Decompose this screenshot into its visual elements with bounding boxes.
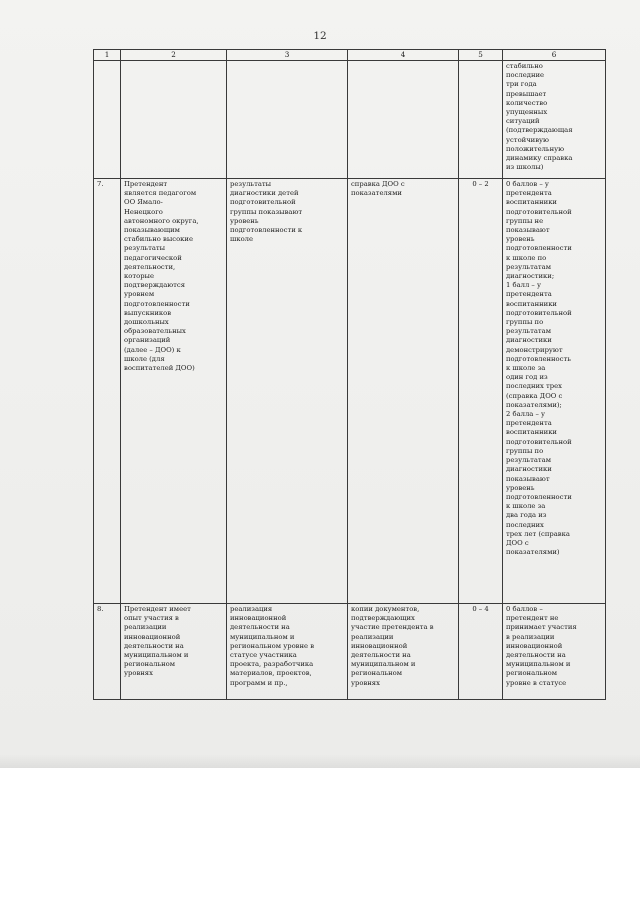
empty-cell	[227, 61, 348, 179]
indicator-cell: Претендент имеет опыт участия в реализации инновационной деятельности на муниципальном и региональном уровнях	[121, 604, 227, 700]
table-row	[94, 179, 606, 604]
empty-cell	[94, 61, 121, 179]
column-header: 3	[227, 50, 348, 61]
indicator-cell: Претендент является педагогом ОО Ямало- Ненецкого автономного округа, показывающим стабильно высокие результаты педагогической деятельности, которые подтверждаются уровнем подготовленности выпускников дошкольных образовательных организаций (далее – ДОО) к школе (для воспитателей ДОО)	[121, 179, 227, 604]
evidence-cell: результаты диагностики детей подготовительной группы показывают уровень подготовленности к школе	[227, 179, 348, 604]
column-header: 6	[503, 50, 606, 61]
points-cell: 0 – 2	[459, 179, 503, 604]
evidence-cell: реализация инновационной деятельности на муниципальном и региональном уровне в статусе участника проекта, разработчика материалов, проектов, программ и пр.,	[227, 604, 348, 700]
empty-cell	[121, 61, 227, 179]
empty-cell	[348, 61, 459, 179]
document-cell: справка ДОО с показателями	[348, 179, 459, 604]
criterion-cell: стабильно последние три года превышает количество упущенных ситуаций (подтверждающая устойчивую положительную динамику справка из школы)	[503, 61, 606, 179]
table-row	[94, 604, 606, 700]
column-header: 5	[459, 50, 503, 61]
table-header-row	[94, 50, 606, 61]
criterion-cell: 0 баллов – у претендента воспитанники подготовительной группы не показывают уровень подготовленности к школе по результатам диагностики; 1 балл – у претендента воспитанники подготовительной группы по результатам диагностики демонстрируют подготовленность к школе за один год из последних трех (справка ДОО с показателями); 2 балла – у претендента воспитанники подготовительной группы по результатам диагностики показывают уровень подготовленности к школе за два года из последних трех лет (справка ДОО с показателями)	[503, 179, 606, 604]
page-number: 12	[313, 30, 327, 42]
empty-cell	[459, 61, 503, 179]
criterion-cell: 0 баллов – претендент не принимает участия в реализации инновационной деятельности на муниципальном и региональном уровне в статусе	[503, 604, 606, 700]
column-header: 1	[94, 50, 121, 61]
points-cell: 0 – 4	[459, 604, 503, 700]
column-header: 4	[348, 50, 459, 61]
row-number: 7.	[94, 179, 121, 604]
table-row-continuation	[94, 61, 606, 179]
column-header: 2	[121, 50, 227, 61]
row-number: 8.	[94, 604, 121, 700]
document-cell: копии документов, подтверждающих участие претендента в реализации инновационной деятельности на муниципальном и региональном уровнях	[348, 604, 459, 700]
criteria-table	[93, 49, 606, 700]
